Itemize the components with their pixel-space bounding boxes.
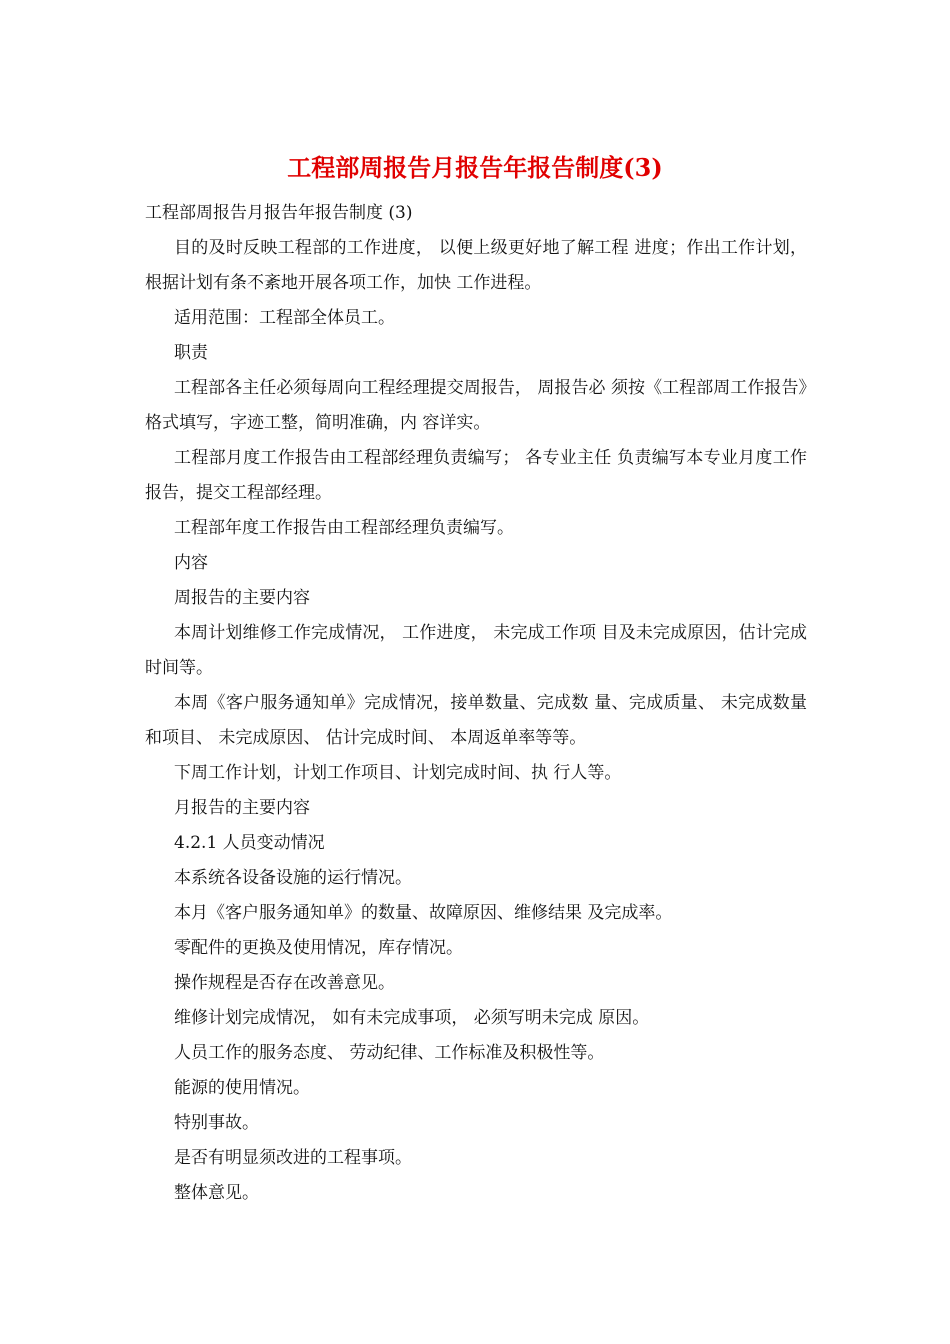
body-paragraph: 本月《客户服务通知单》的数量、故障原因、维修结果 及完成率。 (174, 903, 673, 923)
body-paragraph: 工程部月度工作报告由工程部经理负责编写； 各专业主任 负责编写本专业月度工作报告，提交工程部经理。 (145, 448, 807, 503)
body-paragraph: 工程部各主任必须每周向工程经理提交周报告， 周报告必 须按《工程部周工作报告》格式填写，字迹工整，简明准确，内 容详实。 (145, 378, 807, 433)
subtitle-paragraph: 工程部周报告月报告年报告制度 (3) (145, 203, 413, 223)
body-paragraph: 维修计划完成情况， 如有未完成事项， 必须写明未完成 原因。 (174, 1008, 650, 1028)
body-paragraph: 整体意见。 (174, 1183, 259, 1203)
body-paragraph: 是否有明显须改进的工程事项。 (174, 1148, 412, 1168)
body-paragraph: 本周计划维修工作完成情况， 工作进度， 未完成工作项 目及未完成原因，估计完成时间等。 (145, 623, 807, 678)
body-paragraph: 人员工作的服务态度、 劳动纪律、工作标准及积极性等。 (174, 1043, 605, 1063)
body-paragraph: 本系统各设备设施的运行情况。 (174, 868, 412, 888)
subsection-heading: 月报告的主要内容 (174, 798, 310, 818)
body-paragraph: 工程部年度工作报告由工程部经理负责编写。 (174, 518, 514, 538)
section-heading: 职责 (174, 343, 208, 363)
body-paragraph: 零配件的更换及使用情况，库存情况。 (174, 938, 463, 958)
document-title: 工程部周报告月报告年报告制度(3) (287, 153, 663, 182)
body-paragraph: 能源的使用情况。 (174, 1078, 310, 1098)
body-paragraph: 本周《客户服务通知单》完成情况，接单数量、完成数 量、完成质量、 未完成数量和项目、 未完成原因、 估计完成时间、 本周返单率等等。 (145, 693, 807, 748)
body-paragraph: 下周工作计划，计划工作项目、计划完成时间、执 行人等。 (174, 763, 622, 783)
body-paragraph: 操作规程是否存在改善意见。 (174, 973, 395, 993)
section-heading: 内容 (174, 553, 208, 573)
document-body (145, 196, 807, 1211)
body-paragraph: 4.2.1 人员变动情况 (174, 833, 325, 853)
subsection-heading: 周报告的主要内容 (174, 588, 310, 608)
body-paragraph: 适用范围：工程部全体员工。 (174, 308, 395, 328)
body-paragraph: 特别事故。 (174, 1113, 259, 1133)
body-paragraph: 目的及时反映工程部的工作进度， 以便上级更好地了解工程 进度；作出工作计划，根据计划有条不紊地开展各项工作，加快 工作进程。 (145, 238, 807, 293)
